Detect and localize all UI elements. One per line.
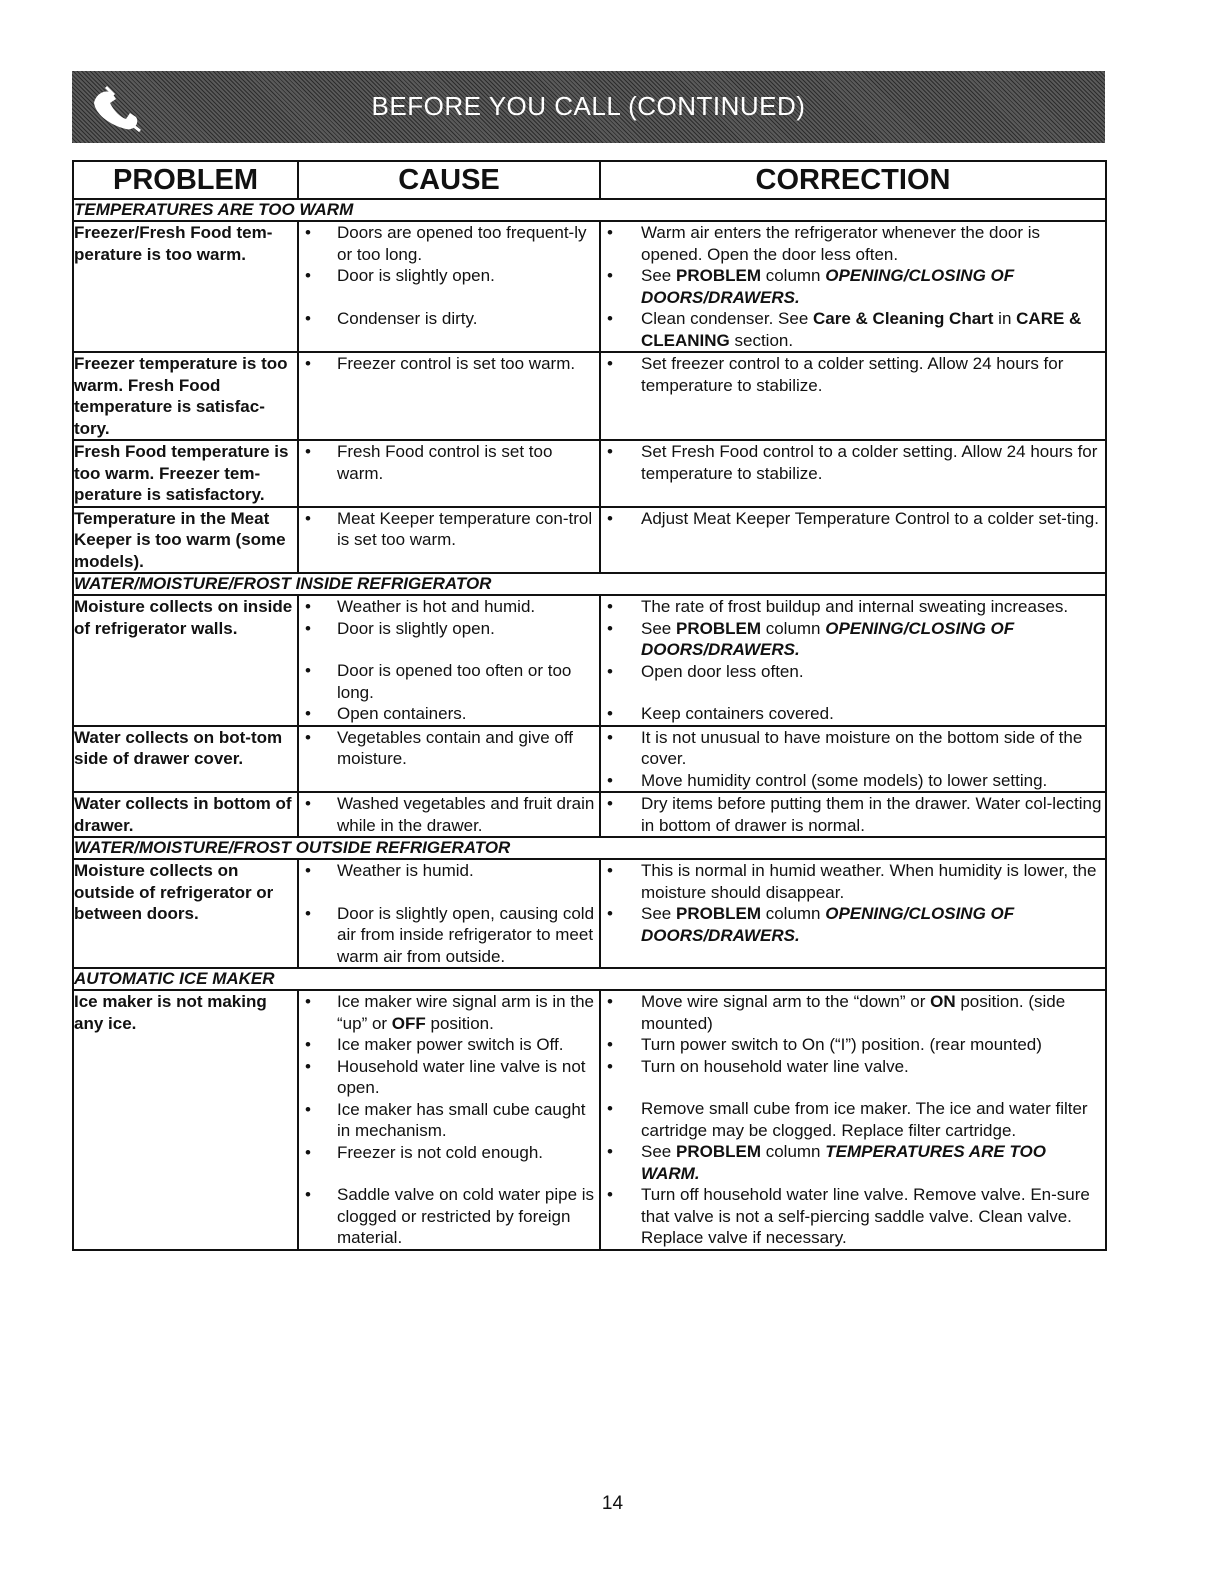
correction-column-header: CORRECTION <box>600 161 1106 199</box>
bullet: • <box>305 661 311 680</box>
column-header-row <box>73 161 1106 199</box>
correction-text: Dry items before putting them in the drawer. Water col-lecting in bottom of drawer is normal. <box>641 794 1102 835</box>
cause-item <box>299 703 599 725</box>
cause-cell <box>298 595 600 726</box>
bullet: • <box>607 266 613 285</box>
correction-item <box>601 1141 1105 1184</box>
bullet: • <box>305 1035 311 1054</box>
correction-item <box>601 353 1105 396</box>
cause-item <box>299 308 599 330</box>
cause-text: Condenser is dirty. <box>337 308 478 328</box>
correction-item <box>601 703 1105 725</box>
section-ref: CARE & CLEANING <box>641 309 1082 350</box>
correction-item <box>601 860 1105 903</box>
section-heading: WATER/MOISTURE/FROST OUTSIDE REFRIGERATOR <box>73 837 1106 859</box>
bullet: • <box>305 794 311 813</box>
correction-item <box>601 727 1105 770</box>
correction-text: This is normal in humid weather. When humidity is lower, the moisture should disappear. <box>641 861 1097 902</box>
correction-text: Clean condenser. See <box>641 309 814 328</box>
cause-cell <box>298 726 600 793</box>
cause-text: position. <box>425 1013 494 1033</box>
table-row <box>73 595 1106 726</box>
table-row <box>73 859 1106 968</box>
problem-ref: PROBLEM <box>675 1142 761 1161</box>
correction-text: Set Fresh Food control to a colder setting. Allow 24 hours for temperature to stabilize. <box>641 442 1098 483</box>
correction-item <box>601 661 1105 683</box>
correction-text: column <box>760 1142 826 1161</box>
problem-cell: Ice maker is not making any ice. <box>73 990 298 1250</box>
cause-text: Fresh Food control is set too warm. <box>337 442 553 483</box>
cause-item <box>299 793 599 836</box>
table-row <box>73 990 1106 1250</box>
cause-item <box>299 222 599 265</box>
correction-item <box>601 596 1105 618</box>
correction-text: Remove small cube from ice maker. The ice and water filter cartridge may be clogged. Replace filter cartridge. <box>641 1099 1088 1140</box>
table-row <box>73 792 1106 837</box>
cause-item <box>299 860 599 882</box>
cross-reference: OPENING/CLOSING OF DOORS/DRAWERS. <box>641 266 1015 307</box>
correction-text: Open door less often. <box>641 661 804 681</box>
cause-cell <box>298 507 600 574</box>
bullet: • <box>305 861 311 880</box>
correction-text: See <box>641 618 676 638</box>
correction-text: Turn off household water line valve. Remove valve. En-sure that valve is not a self-piercing saddle valve. Clean valve. Replace valve if necessary. <box>641 1185 1090 1247</box>
cause-item <box>299 903 599 968</box>
correction-text: column <box>760 266 826 285</box>
bullet: • <box>607 1185 613 1204</box>
correction-item <box>601 991 1105 1034</box>
cause-item <box>299 353 599 375</box>
correction-item <box>601 793 1105 836</box>
correction-cell <box>600 726 1106 793</box>
section-heading: AUTOMATIC ICE MAKER <box>73 968 1106 990</box>
cause-cell <box>298 352 600 440</box>
bullet: • <box>305 597 311 616</box>
bullet: • <box>607 618 613 638</box>
cause-item <box>299 1034 599 1056</box>
correction-item <box>601 770 1105 792</box>
cause-cell <box>298 990 600 1250</box>
section-row <box>73 968 1106 990</box>
correction-item <box>601 1056 1105 1078</box>
bullet: • <box>607 661 613 681</box>
bullet: • <box>607 597 613 616</box>
cause-cell <box>298 792 600 837</box>
correction-text: Turn on household water line valve. <box>641 1056 909 1076</box>
correction-cell <box>600 507 1106 574</box>
troubleshooting-table <box>72 160 1107 1251</box>
bullet: • <box>305 1056 311 1076</box>
problem-cell: Freezer temperature is too warm. Fresh Food temperature is satisfac-tory. <box>73 352 298 440</box>
bullet: • <box>305 1185 311 1204</box>
cause-text: Saddle valve on cold water pipe is clogged or restricted by foreign material. <box>337 1185 595 1247</box>
problem-cell: Moisture collects on outside of refrigerator or between doors. <box>73 859 298 968</box>
correction-item <box>601 441 1105 484</box>
bullet: • <box>305 727 311 747</box>
cause-item <box>299 660 599 703</box>
cause-item <box>299 1099 599 1142</box>
cause-text: Doors are opened too frequent-ly or too long. <box>337 223 587 264</box>
problem-ref: PROBLEM <box>675 904 761 923</box>
cause-item <box>299 727 599 770</box>
correction-text: section. <box>729 330 794 350</box>
cause-item <box>299 1056 599 1099</box>
correction-text: Keep containers covered. <box>641 704 834 723</box>
correction-text: column <box>760 904 826 923</box>
position-on: ON <box>930 992 956 1011</box>
correction-cell <box>600 990 1106 1250</box>
bullet: • <box>607 770 613 790</box>
bullet: • <box>607 904 613 923</box>
section-row <box>73 573 1106 595</box>
correction-item <box>601 903 1105 946</box>
chart-ref: Care & Cleaning Chart <box>813 309 994 328</box>
correction-item <box>601 508 1105 530</box>
bullet: • <box>305 442 311 461</box>
bullet: • <box>305 508 311 528</box>
correction-cell <box>600 859 1106 968</box>
cause-text: Door is slightly open. <box>337 266 495 285</box>
table-row <box>73 221 1106 352</box>
correction-text: position. (side mounted) <box>641 992 1066 1033</box>
header-banner <box>72 71 1105 143</box>
cause-item <box>299 265 599 287</box>
table-row <box>73 507 1106 574</box>
bullet: • <box>607 442 613 461</box>
table-row <box>73 440 1106 507</box>
cause-item <box>299 441 599 484</box>
bullet: • <box>607 354 613 373</box>
bullet: • <box>305 618 311 638</box>
bullet: • <box>607 1035 613 1054</box>
bullet: • <box>607 794 613 813</box>
correction-cell <box>600 352 1106 440</box>
cause-text: Weather is humid. <box>337 861 474 880</box>
bullet: • <box>607 704 613 723</box>
table-row <box>73 352 1106 440</box>
problem-cell: Freezer/Fresh Food tem-perature is too warm. <box>73 221 298 352</box>
cause-text: Door is opened too often or too long. <box>337 661 572 702</box>
bullet: • <box>305 354 311 373</box>
correction-item <box>601 1034 1105 1056</box>
correction-item <box>601 1184 1105 1249</box>
bullet: • <box>305 704 311 723</box>
correction-text: The rate of frost buildup and internal sweating increases. <box>641 597 1069 616</box>
cause-item <box>299 991 599 1034</box>
correction-item <box>601 618 1105 661</box>
cause-text: Ice maker power switch is Off. <box>337 1035 564 1054</box>
cause-item <box>299 1142 599 1164</box>
correction-text: Warm air enters the refrigerator whenever the door is opened. Open the door less often. <box>641 223 1041 264</box>
cause-text: Door is slightly open, causing cold air from inside refrigerator to meet warm air from outside. <box>337 903 595 966</box>
bullet: • <box>607 309 613 328</box>
cause-text: Open containers. <box>337 704 467 723</box>
problem-column-header: PROBLEM <box>73 161 298 199</box>
correction-item <box>601 308 1105 351</box>
correction-text: It is not unusual to have moisture on the bottom side of the cover. <box>641 727 1083 768</box>
correction-text: Turn power switch to On (“I”) position. (rear mounted) <box>641 1035 1042 1054</box>
cause-text: Vegetables contain and give off moisture. <box>337 727 573 768</box>
bullet: • <box>305 1142 311 1162</box>
page-number: 14 <box>601 1493 624 1514</box>
cross-reference: OPENING/CLOSING OF DOORS/DRAWERS. <box>641 618 1015 659</box>
cause-column-header: CAUSE <box>298 161 600 199</box>
cause-text: Meat Keeper temperature con-trol is set too warm. <box>337 508 593 549</box>
table-row <box>73 726 1106 793</box>
correction-cell <box>600 440 1106 507</box>
bullet: • <box>607 992 613 1011</box>
cause-text: Ice maker has small cube caught in mechanism. <box>337 1099 586 1140</box>
cause-item <box>299 1184 599 1249</box>
cause-text: Door is slightly open. <box>337 618 495 638</box>
problem-cell: Temperature in the Meat Keeper is too warm (some models). <box>73 507 298 574</box>
problem-cell: Moisture collects on inside of refrigerator walls. <box>73 595 298 726</box>
cause-text: Washed vegetables and fruit drain while in the drawer. <box>337 794 595 835</box>
cross-reference: TEMPERATURES ARE TOO WARM. <box>641 1142 1046 1183</box>
problem-cell: Water collects on bot-tom side of drawer cover. <box>73 726 298 793</box>
correction-text: See <box>641 266 676 285</box>
correction-text: in <box>993 309 1017 328</box>
cause-text: Household water line valve is not open. <box>337 1056 586 1097</box>
problem-cell: Fresh Food temperature is too warm. Freezer tem-perature is satisfactory. <box>73 440 298 507</box>
cause-cell <box>298 859 600 968</box>
bullet: • <box>607 1142 613 1161</box>
problem-cell: Water collects in bottom of drawer. <box>73 792 298 837</box>
bullet: • <box>607 508 613 528</box>
bullet: • <box>607 861 613 880</box>
correction-item <box>601 222 1105 265</box>
cross-reference: OPENING/CLOSING OF DOORS/DRAWERS. <box>641 904 1015 945</box>
cause-item <box>299 508 599 551</box>
correction-text: Set freezer control to a colder setting. Allow 24 hours for temperature to stabilize. <box>641 354 1064 395</box>
correction-cell <box>600 595 1106 726</box>
cause-text: Weather is hot and humid. <box>337 597 536 616</box>
cause-cell <box>298 221 600 352</box>
bullet: • <box>305 223 311 242</box>
correction-text: column <box>760 618 826 638</box>
bullet: • <box>607 1056 613 1076</box>
correction-cell <box>600 221 1106 352</box>
bullet: • <box>305 266 311 285</box>
correction-text: See <box>641 904 676 923</box>
correction-text: See <box>641 1142 676 1161</box>
bullet: • <box>305 1099 311 1119</box>
cause-text: Freezer is not cold enough. <box>337 1142 544 1162</box>
cause-item <box>299 618 599 640</box>
correction-text: Move wire signal arm to the “down” or <box>641 992 931 1011</box>
section-row <box>73 199 1106 221</box>
correction-cell <box>600 792 1106 837</box>
bullet: • <box>607 1099 613 1118</box>
position-off: OFF <box>391 1013 426 1033</box>
bullet: • <box>305 308 311 328</box>
bullet: • <box>305 992 311 1011</box>
cause-cell <box>298 440 600 507</box>
cause-text: Freezer control is set too warm. <box>337 354 576 373</box>
bullet: • <box>607 727 613 747</box>
cause-item <box>299 596 599 618</box>
section-heading: WATER/MOISTURE/FROST INSIDE REFRIGERATOR <box>73 573 1106 595</box>
section-heading: TEMPERATURES ARE TOO WARM <box>73 199 1106 221</box>
correction-text: Adjust Meat Keeper Temperature Control to a colder set-ting. <box>641 508 1099 528</box>
cause-text: Ice maker wire signal arm is in the “up” or <box>337 992 594 1033</box>
correction-text: Move humidity control (some models) to lower setting. <box>641 770 1048 790</box>
correction-item <box>601 1098 1105 1141</box>
section-row <box>73 837 1106 859</box>
page-title: BEFORE YOU CALL (CONTINUED) <box>371 91 806 121</box>
bullet: • <box>607 223 613 242</box>
bullet: • <box>305 903 311 923</box>
problem-ref: PROBLEM <box>675 266 761 285</box>
correction-item <box>601 265 1105 308</box>
problem-ref: PROBLEM <box>675 618 761 638</box>
